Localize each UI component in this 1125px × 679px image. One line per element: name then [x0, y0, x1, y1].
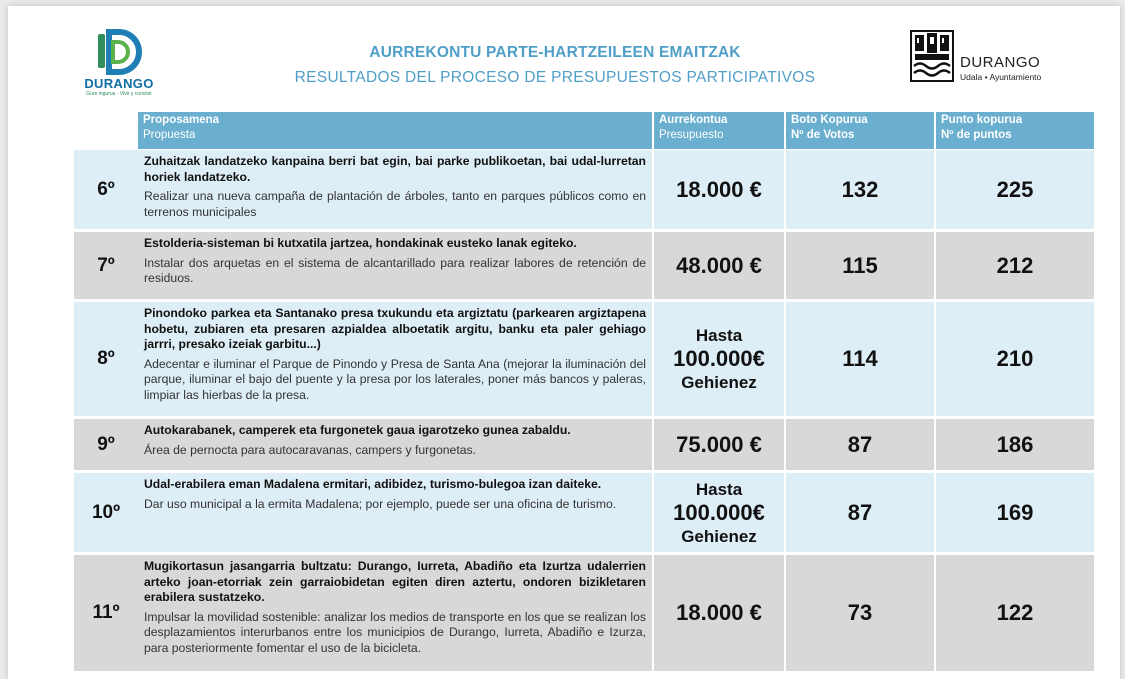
document-page — [8, 6, 1120, 679]
budget-amount: 48.000 € — [676, 252, 762, 278]
ayuntamiento-logo — [910, 30, 1070, 86]
proposal-basque: Estolderia-sisteman bi kutxatila jartzea, hondakinak eusteko lanak egiteko. — [144, 236, 577, 250]
logo-right-subtitle: Udala • Ayuntamiento — [960, 72, 1042, 82]
column-header-proposal-eu: Proposamena — [143, 114, 220, 126]
proposal-basque: Udal-erabilera eman Madalena ermitari, adibidez, turismo-bulegoa izan daiteke. — [144, 477, 602, 491]
budget-prefix: Hasta — [695, 479, 743, 499]
proposal-spanish: Realizar una nueva campaña de plantación de árboles, tanto en parques públicos como en terrenos municipales — [144, 189, 646, 219]
logo-left-tagline: Gure ingurua · Vivir y convivir — [86, 91, 152, 97]
column-header-points-es: Nº de puntos — [941, 129, 1012, 141]
title-spanish: RESULTADOS DEL PROCESO DE PRESUPUESTOS PARTICIPATIVOS — [294, 69, 816, 86]
votes-cell: 132 — [786, 150, 934, 229]
points-cell: 122 — [936, 555, 1094, 671]
rank-cell: 7º — [74, 232, 138, 299]
table-row — [74, 302, 1094, 416]
table-row — [74, 419, 1094, 470]
budget-suffix: Gehienez — [681, 373, 757, 392]
votes-cell: 114 — [786, 302, 934, 416]
proposal-spanish: Instalar dos arquetas en el sistema de alcantarillado para realizar labores de retención de residuos. — [144, 255, 646, 285]
proposal-spanish: Dar uso municipal a la ermita Madalena; por ejemplo, puede ser una oficina de turismo. — [144, 496, 617, 511]
column-header-budget — [654, 112, 784, 149]
proposal-spanish: Área de pernocta para autocaravanas, campers y furgonetas. — [144, 442, 476, 457]
proposal-spanish: Impulsar la movilidad sostenible: analizar los medios de transporte en los que se realizan los desplazamientos interurbanos entre los municipios de Durango, Iurreta, Abadiño e Izurza, para posteriormente fomentar el uso de la bicicleta. — [144, 609, 646, 655]
logo-right-name: DURANGO — [960, 54, 1041, 71]
proposal-basque: Zuhaitzak landatzeko kanpaina berri bat egin, bai parke publikoetan, bai udal-lurretan horiek landatzeko. — [144, 154, 646, 184]
logo-left-brand: DURANGO — [84, 76, 154, 91]
table-row — [74, 473, 1094, 552]
points-cell: 210 — [936, 302, 1094, 416]
budget-amount: 100.000€ — [673, 499, 765, 525]
column-header-votes-es: Nº de Votos — [791, 129, 855, 141]
column-header-votes — [786, 112, 934, 149]
column-header-points — [936, 112, 1094, 149]
proposal-cell — [138, 232, 652, 299]
title-basque: AURREKONTU PARTE-HARTZEILEEN EMAITZAK — [369, 44, 741, 61]
column-header-proposal-es: Propuesta — [143, 129, 196, 141]
column-header-votes-eu: Boto Kopurua — [791, 114, 868, 126]
durango-d-logo-icon — [92, 28, 148, 76]
proposal-cell — [138, 555, 652, 671]
proposal-cell — [138, 419, 652, 470]
votes-cell: 87 — [786, 419, 934, 470]
rank-cell: 9º — [74, 419, 138, 470]
points-cell: 169 — [936, 473, 1094, 552]
proposal-basque: Pinondoko parkea eta Santanako presa txukundu eta argiztatu (parkearen argiztapena hobetu, zubiaren eta presaren azpialdea alboetatik argitu, banku eta paler gehiago jarrri, presako izeiak garbitu...) — [144, 306, 646, 351]
budget-cell — [654, 419, 784, 470]
column-header-budget-es: Presupuesto — [659, 129, 724, 141]
table-row — [74, 150, 1094, 229]
rank-cell: 10º — [74, 473, 138, 552]
budget-amount: 18.000 € — [676, 176, 762, 202]
budget-amount: 100.000€ — [673, 346, 765, 371]
budget-prefix: Hasta — [695, 326, 743, 345]
rank-cell: 6º — [74, 150, 138, 229]
table-row — [74, 232, 1094, 299]
proposal-basque: Mugikortasun jasangarria bultzatu: Durango, Iurreta, Abadiño eta Izurtza udalerrien arteko joan-etorriak zein garraiobidetan egiten diren aztertu, ondoren bizikletaren erabilera sustatzeko. — [144, 559, 646, 604]
votes-cell: 87 — [786, 473, 934, 552]
column-header-budget-eu: Aurrekontua — [659, 114, 728, 126]
budget-cell — [654, 555, 784, 671]
proposal-cell — [138, 150, 652, 229]
proposal-spanish: Adecentar e iluminar el Parque de Pinondo y Presa de Santa Ana (mejorar la iluminación del parque, iluminar el bajo del puente y la presa por los laterales, poner más bancos y paleras, limpiar las hierbas de la presa. — [144, 356, 646, 402]
proposal-cell — [138, 302, 652, 416]
budget-amount: 18.000 € — [676, 600, 762, 625]
column-header-proposal — [138, 112, 652, 149]
proposal-basque: Autokarabanek, camperek eta furgonetek gaua igarotzeko gunea zabaldu. — [144, 423, 571, 437]
table-row — [74, 555, 1094, 671]
town-crest-icon — [910, 30, 954, 82]
rank-cell: 11º — [74, 555, 138, 671]
votes-cell: 73 — [786, 555, 934, 671]
budget-cell — [654, 150, 784, 229]
budget-suffix: Gehienez — [681, 526, 757, 546]
votes-cell: 115 — [786, 232, 934, 299]
points-cell: 212 — [936, 232, 1094, 299]
column-header-points-eu: Punto kopurua — [941, 114, 1023, 126]
budget-cell — [654, 302, 784, 416]
durango-brand-logo — [78, 28, 164, 100]
points-cell: 225 — [936, 150, 1094, 229]
budget-cell — [654, 232, 784, 299]
proposal-cell — [138, 473, 652, 552]
budget-cell — [654, 473, 784, 552]
rank-cell: 8º — [74, 302, 138, 416]
points-cell: 186 — [936, 419, 1094, 470]
budget-amount: 75.000 € — [676, 431, 762, 457]
